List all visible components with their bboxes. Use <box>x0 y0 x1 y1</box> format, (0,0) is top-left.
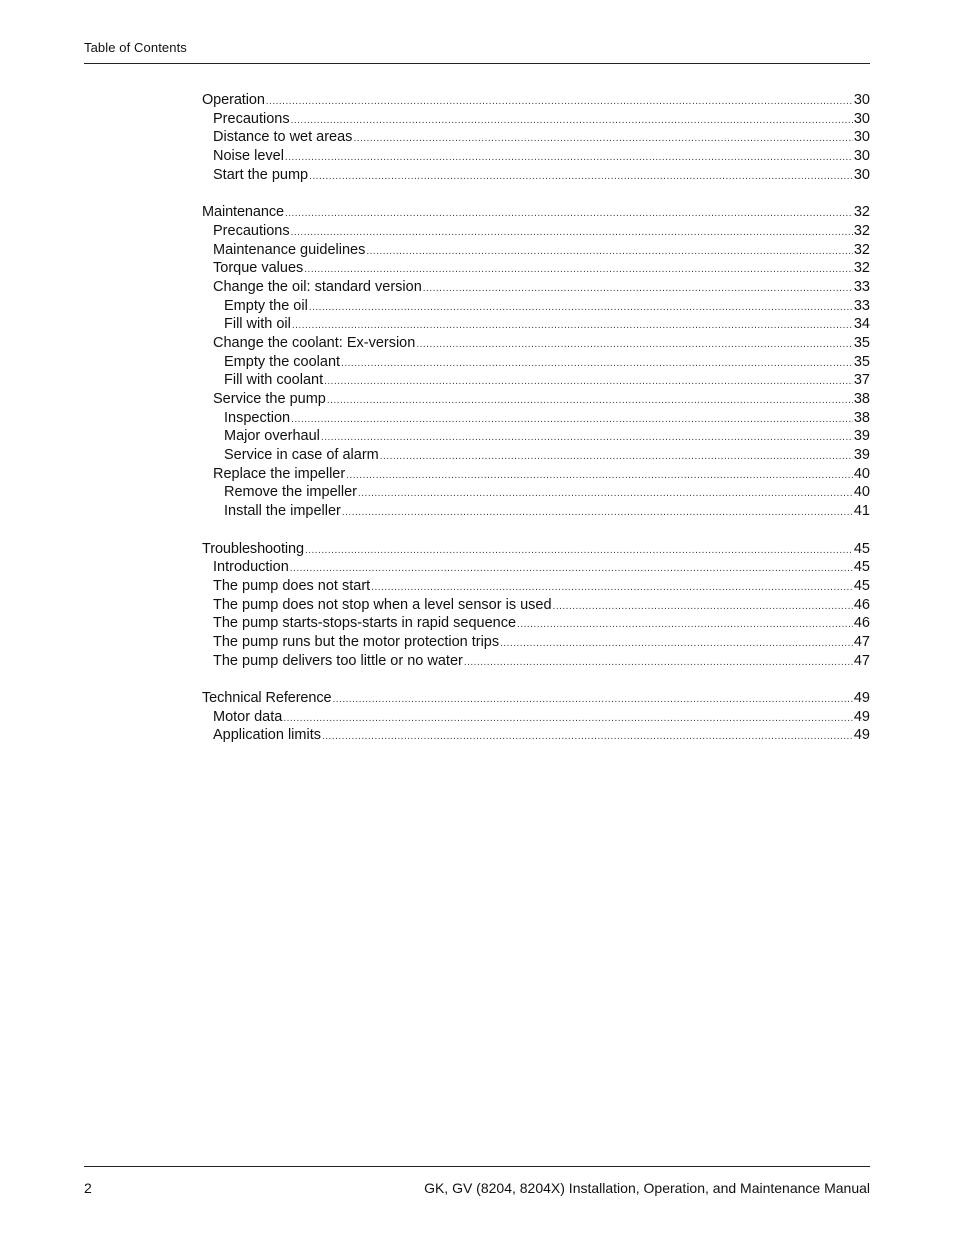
toc-entry-page: 32 <box>853 222 870 239</box>
toc-entry-page: 32 <box>853 241 870 258</box>
dot-leader <box>517 619 853 630</box>
toc-entry-title: Distance to wet areas <box>213 129 353 146</box>
toc-entry[interactable] <box>202 391 870 410</box>
toc-entry-title: Application limits <box>213 727 321 744</box>
dot-leader <box>353 133 852 144</box>
toc-entry[interactable] <box>202 559 870 578</box>
toc-entry-page: 39 <box>853 428 870 445</box>
toc-entry-title: Inspection <box>224 409 291 426</box>
toc-entry-page: 34 <box>853 316 870 333</box>
toc-entry-page: 49 <box>853 690 870 706</box>
toc-entry-page: 40 <box>853 465 870 482</box>
dot-leader <box>342 507 853 518</box>
toc-entry[interactable] <box>202 223 870 242</box>
toc-chapter[interactable] <box>202 541 870 560</box>
dot-leader <box>324 376 853 387</box>
dot-leader <box>322 731 853 742</box>
dot-leader <box>464 657 853 668</box>
dot-leader <box>291 414 853 425</box>
toc-entry-title: Maintenance guidelines <box>213 241 366 258</box>
toc-entry-page: 45 <box>853 559 870 576</box>
toc-entry[interactable] <box>202 503 870 522</box>
toc-entry[interactable] <box>202 111 870 130</box>
toc-entry-page: 49 <box>853 708 870 725</box>
dot-leader <box>291 115 853 126</box>
dot-leader <box>309 302 853 313</box>
toc-entry-title: Precautions <box>213 222 290 239</box>
toc-entry-title: Maintenance <box>202 204 284 221</box>
toc-chapter[interactable] <box>202 204 870 223</box>
dot-leader <box>292 320 853 331</box>
toc-entry[interactable] <box>202 597 870 616</box>
toc-entry[interactable] <box>202 354 870 373</box>
toc-entry-title: The pump starts-stops-starts in rapid sequence <box>213 615 517 632</box>
toc-entry[interactable] <box>202 372 870 391</box>
footer-manual-title: GK, GV (8204, 8204X) Installation, Operation, and Maintenance Manual <box>424 1180 870 1196</box>
toc-entry-page: 41 <box>853 503 870 520</box>
dot-leader <box>332 694 852 705</box>
toc-entry-title: The pump does not stop when a level sensor is used <box>213 596 552 613</box>
toc-entry-page: 47 <box>853 633 870 650</box>
toc-entry[interactable] <box>202 260 870 279</box>
toc-entry-page: 40 <box>853 484 870 501</box>
toc-entry[interactable] <box>202 578 870 597</box>
toc-entry-page: 30 <box>853 92 870 108</box>
dot-leader <box>285 152 853 163</box>
page-header: Table of Contents <box>84 40 187 55</box>
toc-entry-page: 46 <box>853 596 870 613</box>
toc-entry-title: Precautions <box>213 110 290 127</box>
toc-entry-page: 45 <box>853 577 870 594</box>
dot-leader <box>380 451 853 462</box>
dot-leader <box>291 227 853 238</box>
dot-leader <box>283 713 853 724</box>
toc-entry-page: 49 <box>853 727 870 744</box>
toc-entry-title: The pump runs but the motor protection trips <box>213 633 500 650</box>
toc-entry-page: 32 <box>853 260 870 277</box>
toc-entry-title: The pump delivers too little or no water <box>213 652 463 669</box>
dot-leader <box>290 563 853 574</box>
toc-entry[interactable] <box>202 634 870 653</box>
toc-entry[interactable] <box>202 484 870 503</box>
toc-entry[interactable] <box>202 727 870 746</box>
toc-entry-title: Operation <box>202 92 265 108</box>
toc-entry-title: Service the pump <box>213 391 326 407</box>
toc-entry[interactable] <box>202 298 870 317</box>
toc-entry[interactable] <box>202 279 870 298</box>
toc-entry-title: Technical Reference <box>202 690 332 706</box>
toc-entry-page: 39 <box>853 447 870 464</box>
toc-entry-title: Empty the coolant <box>224 353 341 370</box>
toc-entry-title: Replace the impeller <box>213 465 346 482</box>
toc-entry-title: Remove the impeller <box>224 484 357 501</box>
toc-entry-page: 46 <box>853 615 870 632</box>
toc-entry[interactable] <box>202 335 870 354</box>
dot-leader <box>304 264 853 275</box>
toc-entry-title: Empty the oil <box>224 297 308 314</box>
toc-entry-title: Change the oil: standard version <box>213 278 422 295</box>
dot-leader <box>305 545 853 556</box>
toc-entry-page: 30 <box>853 129 870 146</box>
toc-entry-title: Install the impeller <box>224 503 341 520</box>
toc-entry-title: Start the pump <box>213 166 309 183</box>
dot-leader <box>266 96 853 107</box>
toc-entry[interactable] <box>202 428 870 447</box>
toc-entry-page: 30 <box>853 166 870 183</box>
toc-entry[interactable] <box>202 148 870 167</box>
toc-entry-title: Noise level <box>213 148 284 165</box>
toc-entry-page: 45 <box>853 540 870 557</box>
toc-entry[interactable] <box>202 447 870 466</box>
dot-leader <box>309 171 853 182</box>
toc-entry-page: 30 <box>853 110 870 127</box>
toc-entry[interactable] <box>202 709 870 728</box>
dot-leader <box>416 339 853 350</box>
toc-entry[interactable] <box>202 615 870 634</box>
toc-chapter[interactable] <box>202 92 870 111</box>
toc-entry-title: Change the coolant: Ex-version <box>213 334 416 351</box>
toc-entry-title: Torque values <box>213 260 304 277</box>
toc-entry[interactable] <box>202 466 870 485</box>
dot-leader <box>358 488 853 499</box>
toc-entry-title: The pump does not start <box>213 577 371 594</box>
toc-entry-page: 38 <box>853 391 870 407</box>
dot-leader <box>285 208 853 219</box>
toc-entry-page: 47 <box>853 652 870 669</box>
toc-entry-page: 30 <box>853 148 870 165</box>
toc-entry-title: Major overhaul <box>224 428 320 445</box>
footer-divider <box>84 1166 870 1167</box>
dot-leader <box>500 638 853 649</box>
toc-section <box>202 541 870 672</box>
toc-entry-page: 35 <box>853 334 870 351</box>
header-divider <box>84 63 870 64</box>
footer-page-number: 2 <box>84 1180 92 1196</box>
toc-entry-page: 38 <box>853 409 870 426</box>
dot-leader <box>423 283 853 294</box>
toc-entry-title: Fill with coolant <box>224 372 324 389</box>
toc-entry-title: Service in case of alarm <box>224 447 379 464</box>
toc-entry-page: 32 <box>853 204 870 221</box>
dot-leader <box>341 358 853 369</box>
dot-leader <box>327 395 853 406</box>
table-of-contents <box>202 92 870 765</box>
toc-entry-page: 33 <box>853 297 870 314</box>
toc-entry-title: Introduction <box>213 559 289 576</box>
dot-leader <box>366 246 853 257</box>
toc-entry[interactable] <box>202 316 870 335</box>
toc-entry-title: Troubleshooting <box>202 540 304 557</box>
toc-entry[interactable] <box>202 410 870 429</box>
toc-section <box>202 204 870 522</box>
toc-entry-page: 37 <box>853 372 870 389</box>
toc-entry-title: Fill with oil <box>224 316 291 333</box>
toc-entry[interactable] <box>202 242 870 261</box>
dot-leader <box>346 470 853 481</box>
dot-leader <box>371 582 853 593</box>
toc-entry[interactable] <box>202 167 870 186</box>
toc-chapter[interactable] <box>202 690 870 709</box>
toc-entry[interactable] <box>202 653 870 672</box>
toc-section <box>202 92 870 185</box>
toc-section <box>202 690 870 746</box>
toc-entry-page: 35 <box>853 353 870 370</box>
dot-leader <box>553 601 853 612</box>
toc-entry[interactable] <box>202 129 870 148</box>
toc-entry-page: 33 <box>853 278 870 295</box>
dot-leader <box>321 432 853 443</box>
toc-entry-title: Motor data <box>213 708 283 725</box>
